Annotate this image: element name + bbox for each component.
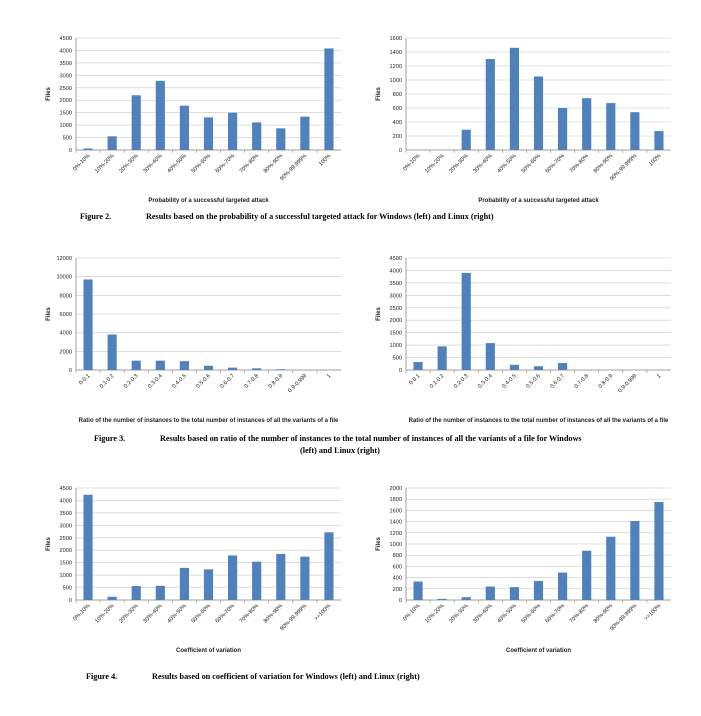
x-axis-label: Probability of a successful targeted attack — [148, 198, 269, 204]
y-tick-label: 200 — [392, 134, 402, 140]
chart-windows-attack-probability — [28, 28, 358, 218]
figure-3-caption-continued — [300, 446, 380, 455]
x-tick-label: 50%-60% — [190, 153, 212, 175]
chart-svg — [28, 478, 358, 668]
bar — [654, 131, 663, 150]
y-tick-label: 1000 — [389, 542, 402, 548]
x-tick-label: 20%-30% — [448, 603, 470, 625]
bar — [83, 279, 92, 370]
x-tick-label: 0.9-0.999 — [617, 373, 639, 395]
x-tick-label: 10%-20% — [94, 153, 116, 175]
x-tick-label: 60%-70% — [214, 603, 237, 625]
x-tick-label: 90%-99.999% — [279, 603, 309, 633]
bar — [252, 122, 261, 150]
x-tick-label: 0.6-0.7 — [219, 373, 237, 390]
y-tick-label: 4500 — [59, 486, 72, 492]
bar — [630, 521, 639, 600]
y-tick-label: 1500 — [59, 110, 72, 117]
y-tick-label: 500 — [392, 355, 402, 362]
y-tick-label: 2500 — [59, 535, 72, 542]
chart-windows-instance-ratio — [28, 248, 358, 438]
bar — [204, 366, 213, 370]
y-tick-label: 0 — [398, 368, 402, 374]
caption-text: Results based on coefficient of variation for Windows (left) and Linux (right) — [152, 672, 420, 681]
bar — [438, 346, 447, 370]
y-tick-label: 4500 — [389, 256, 402, 262]
y-axis-label: Files — [46, 87, 52, 101]
figure-4-caption — [86, 672, 420, 681]
x-tick-label: 10%-20% — [424, 153, 446, 175]
bar — [510, 587, 519, 600]
caption-text-continued: (left) and Linux (right) — [300, 446, 380, 455]
y-tick-label: 2000 — [59, 98, 72, 105]
x-axis-label: Coefficient of variation — [505, 648, 572, 654]
bar — [204, 117, 213, 150]
x-tick-label: 40%-50% — [166, 603, 188, 625]
y-tick-label: 0 — [398, 598, 402, 604]
bar — [534, 366, 543, 370]
y-tick-label: 3000 — [59, 523, 72, 530]
x-tick-label: 100% — [648, 153, 663, 168]
y-tick-label: 800 — [392, 92, 402, 98]
x-tick-label: 20%-30% — [448, 153, 470, 175]
y-tick-label: 2500 — [59, 85, 72, 92]
bar — [558, 108, 567, 150]
chart-svg — [358, 248, 688, 438]
chart-windows-coefficient-variation — [28, 478, 358, 668]
figure-number: Figure 3. — [94, 434, 126, 443]
y-tick-label: 600 — [392, 106, 402, 112]
x-tick-label: 0.2-0.3 — [123, 373, 140, 390]
x-tick-label: 0.7-0.8 — [243, 373, 261, 390]
bar — [486, 343, 495, 370]
y-tick-label: 400 — [392, 575, 402, 582]
figure-number: Figure 4. — [86, 672, 118, 681]
chart-linux-instance-ratio — [358, 248, 688, 438]
bar — [654, 502, 663, 600]
y-tick-label: 3500 — [59, 510, 72, 517]
bar — [132, 361, 141, 370]
bar — [108, 335, 117, 370]
bar — [180, 106, 189, 150]
x-tick-label: >=100% — [643, 603, 663, 623]
chart-svg — [358, 478, 688, 668]
y-tick-label: 1400 — [389, 50, 402, 56]
y-tick-label: 3000 — [389, 293, 402, 300]
bar — [83, 495, 92, 600]
bar — [413, 582, 422, 600]
figure-2-caption — [80, 212, 494, 221]
bar — [300, 557, 309, 600]
y-tick-label: 4000 — [389, 268, 402, 275]
y-axis-label: Files — [46, 537, 52, 551]
y-tick-label: 12000 — [56, 256, 72, 262]
x-tick-label: 70%-80% — [238, 153, 261, 175]
bar — [83, 149, 92, 150]
bar — [558, 363, 567, 370]
bar — [108, 136, 117, 150]
x-tick-label: 50%-60% — [520, 153, 542, 175]
chart-svg — [28, 28, 358, 218]
x-tick-label: 20%-30% — [118, 603, 140, 625]
x-tick-label: 70%-80% — [568, 153, 591, 175]
bar — [582, 551, 591, 600]
x-tick-label: 40%-50% — [496, 603, 518, 625]
x-tick-label: 80%-90% — [262, 603, 285, 625]
x-tick-label: 0-0.1 — [408, 373, 422, 387]
bar — [486, 59, 495, 150]
x-axis-label: Ratio of the number of instances to the total number of instances of all the variants of a file — [78, 418, 339, 424]
y-tick-label: 1200 — [389, 530, 402, 537]
bar — [252, 368, 261, 370]
y-tick-label: 500 — [62, 135, 72, 142]
bar — [180, 568, 189, 600]
y-tick-label: 1000 — [389, 343, 402, 350]
x-tick-label: 0.6-0.7 — [549, 373, 567, 390]
y-tick-label: 3500 — [59, 60, 72, 67]
y-tick-label: 1000 — [59, 123, 72, 130]
bar — [582, 98, 591, 150]
bar — [204, 569, 213, 600]
bar — [132, 586, 141, 600]
bar — [276, 554, 285, 600]
x-tick-label: 1 — [655, 373, 663, 380]
bar — [462, 130, 471, 150]
x-tick-label: 10%-20% — [94, 603, 116, 625]
bar — [228, 555, 237, 600]
y-tick-label: 4500 — [59, 36, 72, 42]
x-tick-label: 50%-60% — [520, 603, 542, 625]
bar — [276, 369, 285, 370]
chart-svg — [28, 248, 358, 438]
x-tick-label: 60%-70% — [214, 153, 237, 175]
x-tick-label: 0.4-0.5 — [501, 373, 518, 390]
y-axis-label: Files — [376, 307, 382, 321]
y-tick-label: 2500 — [389, 305, 402, 312]
y-tick-label: 1500 — [389, 330, 402, 337]
x-tick-label: 30%-40% — [472, 603, 494, 625]
x-tick-label: 0-0.1 — [78, 373, 92, 387]
y-tick-label: 1600 — [389, 508, 402, 515]
x-tick-label: 0.3-0.4 — [147, 373, 164, 390]
x-tick-label: 40%-50% — [496, 153, 518, 175]
y-tick-label: 4000 — [59, 48, 72, 55]
bar — [413, 362, 422, 370]
bar — [534, 581, 543, 600]
chart-linux-attack-probability — [358, 28, 688, 218]
x-axis-label: Probability of a successful targeted attack — [478, 198, 599, 204]
y-axis-label: Files — [376, 537, 382, 551]
x-tick-label: 40%-50% — [166, 153, 188, 175]
x-tick-label: 60%-70% — [544, 603, 567, 625]
x-tick-label: 80%-90% — [592, 153, 615, 175]
y-tick-label: 0 — [68, 598, 72, 604]
bar — [108, 597, 117, 600]
bar — [156, 361, 165, 370]
x-tick-label: 1 — [325, 373, 333, 380]
bar — [462, 273, 471, 370]
y-tick-label: 4000 — [59, 498, 72, 505]
caption-text: Results based on the probability of a successful targeted attack for Windows (left) and Linux (right) — [146, 212, 494, 221]
y-tick-label: 0 — [398, 148, 402, 154]
x-tick-label: 30%-40% — [142, 153, 164, 175]
bar — [228, 368, 237, 370]
x-tick-label: 0%-10% — [402, 603, 422, 623]
y-axis-label: Files — [46, 307, 52, 321]
y-tick-label: 0 — [68, 148, 72, 154]
x-tick-label: 80%-90% — [592, 603, 615, 625]
y-tick-label: 1000 — [59, 573, 72, 580]
y-tick-label: 0 — [68, 368, 72, 374]
x-tick-label: 70%-80% — [568, 603, 591, 625]
bar — [156, 586, 165, 600]
x-axis-label: Coefficient of variation — [175, 648, 242, 654]
y-tick-label: 1000 — [389, 78, 402, 84]
bar — [606, 103, 615, 150]
bar — [156, 81, 165, 150]
y-tick-label: 500 — [62, 585, 72, 592]
bar — [534, 77, 543, 151]
x-tick-label: 0.2-0.3 — [453, 373, 470, 390]
x-tick-label: 0.8-0.9 — [267, 373, 285, 390]
y-tick-label: 2000 — [389, 486, 402, 492]
caption-text: Results based on ratio of the number of instances to the total number of instances of all the variants of a file for Windows — [160, 434, 582, 443]
y-tick-label: 2000 — [59, 548, 72, 555]
x-tick-label: 90%-99.999% — [609, 153, 639, 183]
x-tick-label: 30%-40% — [472, 153, 494, 175]
x-tick-label: 0%-10% — [72, 153, 92, 173]
y-tick-label: 10000 — [56, 274, 72, 281]
bar — [180, 361, 189, 370]
x-tick-label: 30%-40% — [142, 603, 164, 625]
x-tick-label: 0.5-0.6 — [195, 373, 212, 390]
bar — [462, 597, 471, 600]
y-tick-label: 2000 — [389, 318, 402, 325]
y-tick-label: 2000 — [59, 349, 72, 356]
bar — [630, 112, 639, 150]
x-tick-label: 50%-60% — [190, 603, 212, 625]
x-tick-label: 0%-10% — [72, 603, 92, 623]
bar — [438, 599, 447, 600]
x-tick-label: 0.9-0.999 — [287, 373, 309, 395]
x-tick-label: 0.7-0.8 — [573, 373, 591, 390]
y-tick-label: 200 — [392, 586, 402, 593]
x-tick-label: 0.1-0.2 — [428, 373, 446, 390]
bar — [324, 48, 333, 150]
x-tick-label: 60%-70% — [544, 153, 567, 175]
x-axis-label: Ratio of the number of instances to the total number of instances of all the variants of a file — [408, 418, 669, 424]
bar — [510, 365, 519, 370]
y-tick-label: 1400 — [389, 519, 402, 526]
figure-3-caption — [94, 434, 582, 443]
x-tick-label: 70%-80% — [238, 603, 261, 625]
x-tick-label: 80%-90% — [262, 153, 285, 175]
x-tick-label: 0.5-0.6 — [525, 373, 542, 390]
y-tick-label: 3000 — [59, 73, 72, 80]
x-tick-label: 0.8-0.9 — [597, 373, 615, 390]
y-tick-label: 1200 — [389, 64, 402, 70]
y-tick-label: 6000 — [59, 312, 72, 318]
x-tick-label: 0.4-0.5 — [171, 373, 188, 390]
y-tick-label: 600 — [392, 564, 402, 571]
y-tick-label: 3500 — [389, 280, 402, 287]
bar — [252, 562, 261, 600]
figure-number: Figure 2. — [80, 212, 112, 221]
y-tick-label: 800 — [392, 553, 402, 560]
y-tick-label: 1800 — [389, 497, 402, 504]
bar — [276, 128, 285, 150]
bar — [606, 537, 615, 600]
y-tick-label: 1600 — [389, 36, 402, 42]
x-tick-label: 0.3-0.4 — [477, 373, 494, 390]
x-tick-label: 10%-20% — [424, 603, 446, 625]
x-tick-label: 90%-99.999% — [609, 603, 639, 633]
x-tick-label: 100% — [318, 153, 333, 168]
y-tick-label: 1500 — [59, 560, 72, 567]
x-tick-label: 90%-99.999% — [279, 153, 309, 183]
chart-svg — [358, 28, 688, 218]
bar — [324, 532, 333, 600]
y-tick-label: 8000 — [59, 293, 72, 300]
chart-linux-coefficient-variation — [358, 478, 688, 668]
x-tick-label: 20%-30% — [118, 153, 140, 175]
x-tick-label: 0.1-0.2 — [98, 373, 116, 390]
x-tick-label: >=100% — [313, 603, 333, 623]
y-axis-label: Files — [376, 87, 382, 101]
bar — [510, 48, 519, 150]
bar — [300, 117, 309, 150]
y-tick-label: 4000 — [59, 330, 72, 337]
bar — [558, 573, 567, 600]
y-tick-label: 400 — [392, 120, 402, 126]
bar — [132, 95, 141, 150]
bar — [486, 587, 495, 600]
x-tick-label: 0%-10% — [402, 153, 422, 173]
bar — [228, 113, 237, 150]
